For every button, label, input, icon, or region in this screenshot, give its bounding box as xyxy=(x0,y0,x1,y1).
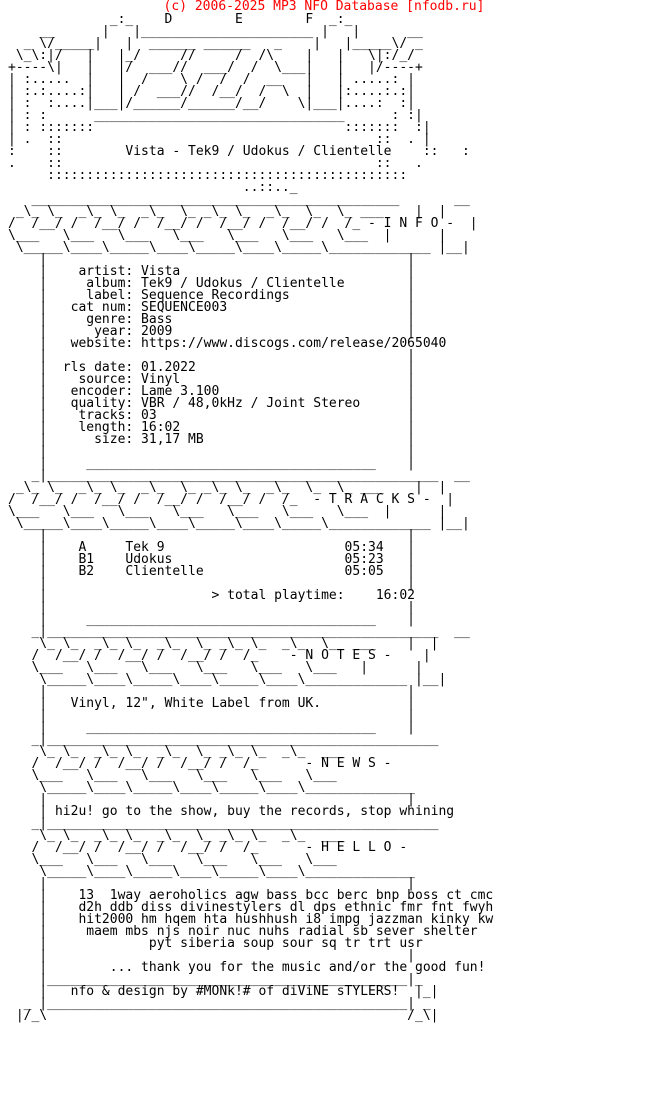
nfo-line: \___ \___ \___ \___ \___ \___ | | xyxy=(8,660,423,675)
nfo-line: | | xyxy=(8,708,415,723)
nfo-line: | | xyxy=(8,792,415,807)
nfo-line: | | xyxy=(8,348,415,363)
nfo-line: _ \/_____| | ______ ______ _ | |_____\/ _ xyxy=(8,36,423,51)
nfo-line: | | xyxy=(8,684,415,699)
nfo-line: | album: Tek9 / Udokus / Clientelle | xyxy=(8,276,415,291)
nfo-line: | encoder: Lame 3.100 | xyxy=(8,384,415,399)
nfo-line: \_ \_ _\_ \_ _\_ \_ _\_ \_ _\_ ___ xyxy=(8,828,431,843)
site-header[interactable]: (c) 2006-2025 MP3 NFO Database [nfodb.ru] xyxy=(163,0,485,14)
nfo-line: | maem mbs njs noir nuc nuhs radial sb sever shelter xyxy=(8,924,478,939)
nfo-line: |______________________________________________|_ xyxy=(8,972,423,987)
nfo-line: | A Tek 9 05:34 | xyxy=(8,540,415,555)
nfo-line: _______________________________________________ __ xyxy=(8,192,470,207)
nfo-line: | B2 Clientelle 05:05 | xyxy=(8,564,415,579)
nfo-line: | | xyxy=(8,528,415,543)
nfo-line: | _____________________________________ | xyxy=(8,612,415,627)
nfo-line: | genre: Bass | xyxy=(8,312,415,327)
nfo-line: | size: 31,17 MB | xyxy=(8,432,415,447)
nfo-line: +----\| | |/ ___// ___/ / \___| | |/----+ xyxy=(8,60,423,75)
nfo-line: | Vinyl, 12", White Label from UK. | xyxy=(8,696,415,711)
nfo-line: | length: 16:02 | xyxy=(8,420,415,435)
nfo-line: | : ::::::: ::::::: :| xyxy=(8,120,431,135)
nfo-line: \___ \___ \___ \___ \___ \___ xyxy=(8,768,431,783)
nfo-line: _ |______________________________________________| _ xyxy=(8,996,431,1011)
nfo-line: _\_ \_ _\_ \_ _\_ \_ _\_ \_ _\_ \_ \_ ___ | | xyxy=(8,204,447,219)
nfo-line: / /__/ / /__/ / /__/ / /_ - H E L L O - xyxy=(8,840,439,855)
nfo-line: \___ \___ \___ \___ \___ \___ xyxy=(8,852,423,867)
nfo-line: | > total playtime: 16:02 xyxy=(8,588,415,603)
nfo-line: \_ \_ _\_ \_ _\_ \_ _\_ \_ _\_ ___ xyxy=(8,744,439,759)
nfo-line: | year: 2009 | xyxy=(8,324,415,339)
nfo-line: \_\:|/ | |_/ // / /\ | | \|:/_/ xyxy=(8,48,415,63)
nfo-line: :::::::::::::::::::::::::::::::::::::::::::::: xyxy=(8,168,408,183)
nfo-line: \___ \___ \___ \___ \___ \___ \___ | | xyxy=(8,504,447,519)
nfo-line: | nfo & design by #MONk!# of diViNE sTYLERS! |_| xyxy=(8,984,439,999)
nfo-line: . :: :: . xyxy=(8,156,423,171)
nfo-line: / /__/ / /__/ / /__/ / /_ - N E W S - xyxy=(8,756,431,771)
nfo-line: | 13 1way aeroholics agw bass bcc berc bnp boss ct cmc xyxy=(8,888,494,903)
nfo-line: | | xyxy=(8,444,415,459)
nfo-line: \_____\____\_____\____\_____\____\______________ xyxy=(8,864,423,879)
nfo-line: | tracks: 03 | xyxy=(8,408,415,423)
nfo-line: \___ \___ \___ \___ \___ \___ \___ | | xyxy=(8,228,447,243)
nfo-line: _|__________________________________________________ xyxy=(8,732,455,747)
nfo-line: | ... thank you for the music and/or the good fun! xyxy=(8,960,486,975)
nfo-line: | | xyxy=(8,948,415,963)
nfo-line: | pyt siberia soup sour sq tr trt usr xyxy=(8,936,423,951)
nfo-line: __ | |______________________ | | __ xyxy=(8,24,423,39)
nfo-line: | website: https://www.discogs.com/release/2065040 xyxy=(8,336,447,351)
nfo-line: | source: Vinyl | xyxy=(8,372,415,387)
nfo-line: | | xyxy=(8,600,415,615)
nfo-line: | B1 Udokus 05:23 | xyxy=(8,552,415,567)
nfo-line: _:_ D E F _:_ xyxy=(8,12,353,27)
nfo-line: / /__/ / /__/ / /__/ / /__/ / /__/ / /_ - I N F O - | xyxy=(8,216,478,231)
nfo-line: |/_\ /_\| xyxy=(8,1008,439,1023)
nfo-line: \_____\____\_____\____\_____\____\_____________ |__| xyxy=(8,672,447,687)
nfo-line: | cat num: SEQUENCE003 | xyxy=(8,300,415,315)
nfo-line: \_____\____\_____\____\_____\____\_____\_____________ |__| xyxy=(8,516,470,531)
nfo-line: : :: Vista - Tek9 / Udokus / Clientelle :: : xyxy=(8,144,470,159)
nfo-line: _|__________________________________________________ __ xyxy=(8,468,470,483)
nfo-document xyxy=(8,14,493,1022)
nfo-line: | | xyxy=(8,252,415,267)
nfo-line: _|__________________________________________________ xyxy=(8,816,439,831)
nfo-line: / /__/ / /__/ / /__/ / /__/ / /_ - T R A C K S - | xyxy=(8,492,455,507)
nfo-line: ..::.._ xyxy=(8,180,298,195)
nfo-line: | _____________________________________ | xyxy=(8,720,415,735)
nfo-line: _|__________________________________________________ __ xyxy=(8,624,470,639)
nfo-line: | :..... | | / \ / / / __ | | .....: | xyxy=(8,72,415,87)
nfo-line: | : : ________________________________ : :| xyxy=(8,108,423,123)
nfo-line: / /__/ / /__/ / /__/ / /_ - N O T E S - | xyxy=(8,648,431,663)
nfo-line: \_____\____\_____\____\_____\____\_____\_____________ |__| xyxy=(8,240,470,255)
nfo-line: | :.:....:| | / ___// /__/ / \ | |:....:.:| xyxy=(8,84,415,99)
nfo-line: | rls date: 01.2022 | xyxy=(8,360,415,375)
nfo-line: _\_ \_ _\_ \_ _\_ \_ _\_ \_ _\_ \_ \_ ___ | | xyxy=(8,480,447,495)
nfo-line: | | xyxy=(8,576,415,591)
nfo-line: \_____\____\_____\____\_____\____\______________ xyxy=(8,780,431,795)
nfo-line: | hit2000 hm hqem hta hushhush i8 impg jazzman kinky kw xyxy=(8,912,494,927)
nfo-line: | . :: :: . | xyxy=(8,132,431,147)
nfo-line: | _____________________________________ | xyxy=(8,456,415,471)
nfo-line: | : :....|___|/______/______/__/ \|___|....: :| xyxy=(8,96,415,111)
nfo-line: \_ \_ _\_ \_ _\_ \_ _\_ \_ _\_ \_ ___ | | xyxy=(8,636,439,651)
nfo-line: | | xyxy=(8,876,415,891)
nfo-line: | artist: Vista | xyxy=(8,264,415,279)
nfo-line: | d2h ddb diss divinestylers dl dps ethnic fmr fnt fwyh xyxy=(8,900,494,915)
nfo-line: | quality: VBR / 48,0kHz / Joint Stereo | xyxy=(8,396,415,411)
nfo-line: | label: Sequence Recordings | xyxy=(8,288,415,303)
nfo-line: | hi2u! go to the show, buy the records, stop whining xyxy=(8,804,455,819)
